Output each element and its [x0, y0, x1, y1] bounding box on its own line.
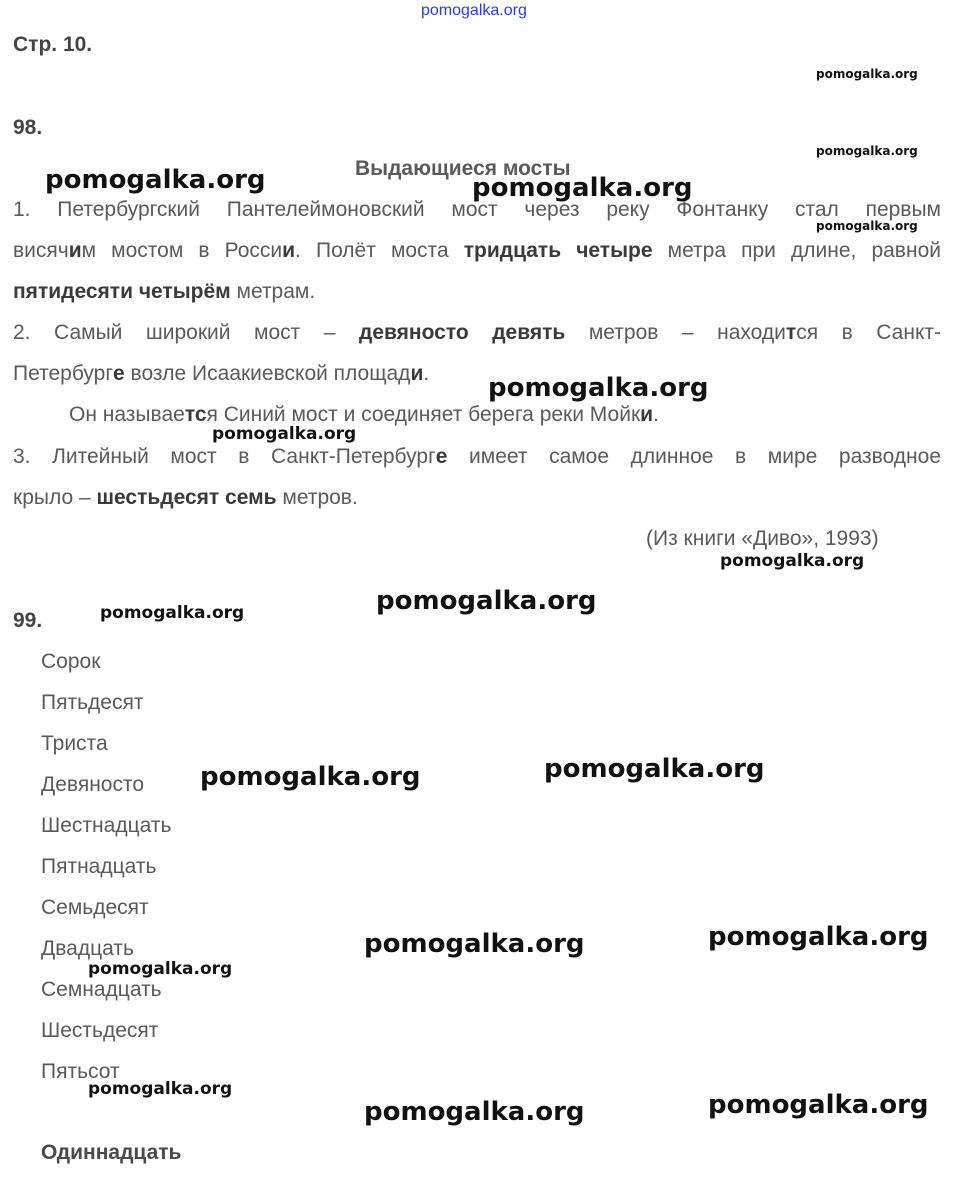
- paragraph-1-line-2: висячим мостом в России. Полёт моста тридцать четыре метра при длине, равной: [13, 239, 941, 262]
- paragraph-2-line-1: 2. Самый широкий мост – девяносто девять метров – находится в Санкт-: [13, 321, 941, 344]
- list-item: Шестнадцать: [41, 814, 172, 837]
- watermark: pomogalka.org: [488, 373, 709, 403]
- watermark: pomogalka.org: [720, 551, 865, 571]
- list-item: Пятьсот: [41, 1060, 120, 1083]
- watermark: pomogalka.org: [364, 1097, 585, 1127]
- list-item: Семьдесят: [41, 896, 149, 919]
- watermark: pomogalka.org: [708, 922, 929, 952]
- watermark: pomogalka.org: [816, 144, 918, 158]
- watermark: pomogalka.org: [544, 754, 765, 784]
- paragraph-3-line-2: крыло – шестьдесят семь метров.: [13, 486, 358, 509]
- watermark: pomogalka.org: [708, 1090, 929, 1120]
- list-item: Триста: [41, 732, 108, 755]
- source-citation: (Из книги «Диво», 1993): [646, 527, 879, 550]
- list-item: Семнадцать: [41, 978, 162, 1001]
- paragraph-2-line-3: Он называется Синий мост и соединяет берега реки Мойки.: [69, 403, 659, 426]
- watermark: pomogalka.org: [100, 603, 245, 623]
- paragraph-3-line-1: 3. Литейный мост в Санкт-Петербурге имеет самое длинное в мире разводное: [13, 445, 942, 468]
- list-item: Шестьдесят: [41, 1019, 159, 1042]
- list-item: Девяносто: [41, 773, 145, 796]
- list-item: Пятьдесят: [41, 691, 144, 714]
- watermark: pomogalka.org: [212, 424, 357, 444]
- watermark: pomogalka.org: [816, 219, 918, 233]
- exercise-98-number: 98.: [13, 116, 43, 139]
- watermark: pomogalka.org: [364, 929, 585, 959]
- list-item: Сорок: [41, 650, 101, 673]
- exercise-99-number: 99.: [13, 609, 43, 632]
- page-label: Стр. 10.: [13, 33, 93, 56]
- watermark: pomogalka.org: [88, 1079, 233, 1099]
- list-item: Двадцать: [41, 937, 134, 960]
- watermark: pomogalka.org: [376, 586, 597, 616]
- watermark: pomogalka.org: [88, 959, 233, 979]
- list-item-last: Одиннадцать: [41, 1141, 182, 1164]
- watermark: pomogalka.org: [816, 67, 918, 81]
- paragraph-2-line-2: Петербурге возле Исаакиевской площади.: [13, 362, 430, 385]
- paragraph-1-line-1: 1. Петербургский Пантелеймоновский мост через реку Фонтанку стал первым: [13, 198, 941, 221]
- watermark-top: pomogalka.org: [421, 2, 527, 19]
- watermark: pomogalka.org: [45, 165, 266, 195]
- watermark: pomogalka.org: [472, 173, 693, 203]
- paragraph-1-line-3: пятидесяти четырём метрам.: [13, 280, 316, 303]
- list-item: Пятнадцать: [41, 855, 157, 878]
- exercise-98-title: Выдающиеся мосты: [355, 157, 571, 180]
- watermark: pomogalka.org: [200, 762, 421, 792]
